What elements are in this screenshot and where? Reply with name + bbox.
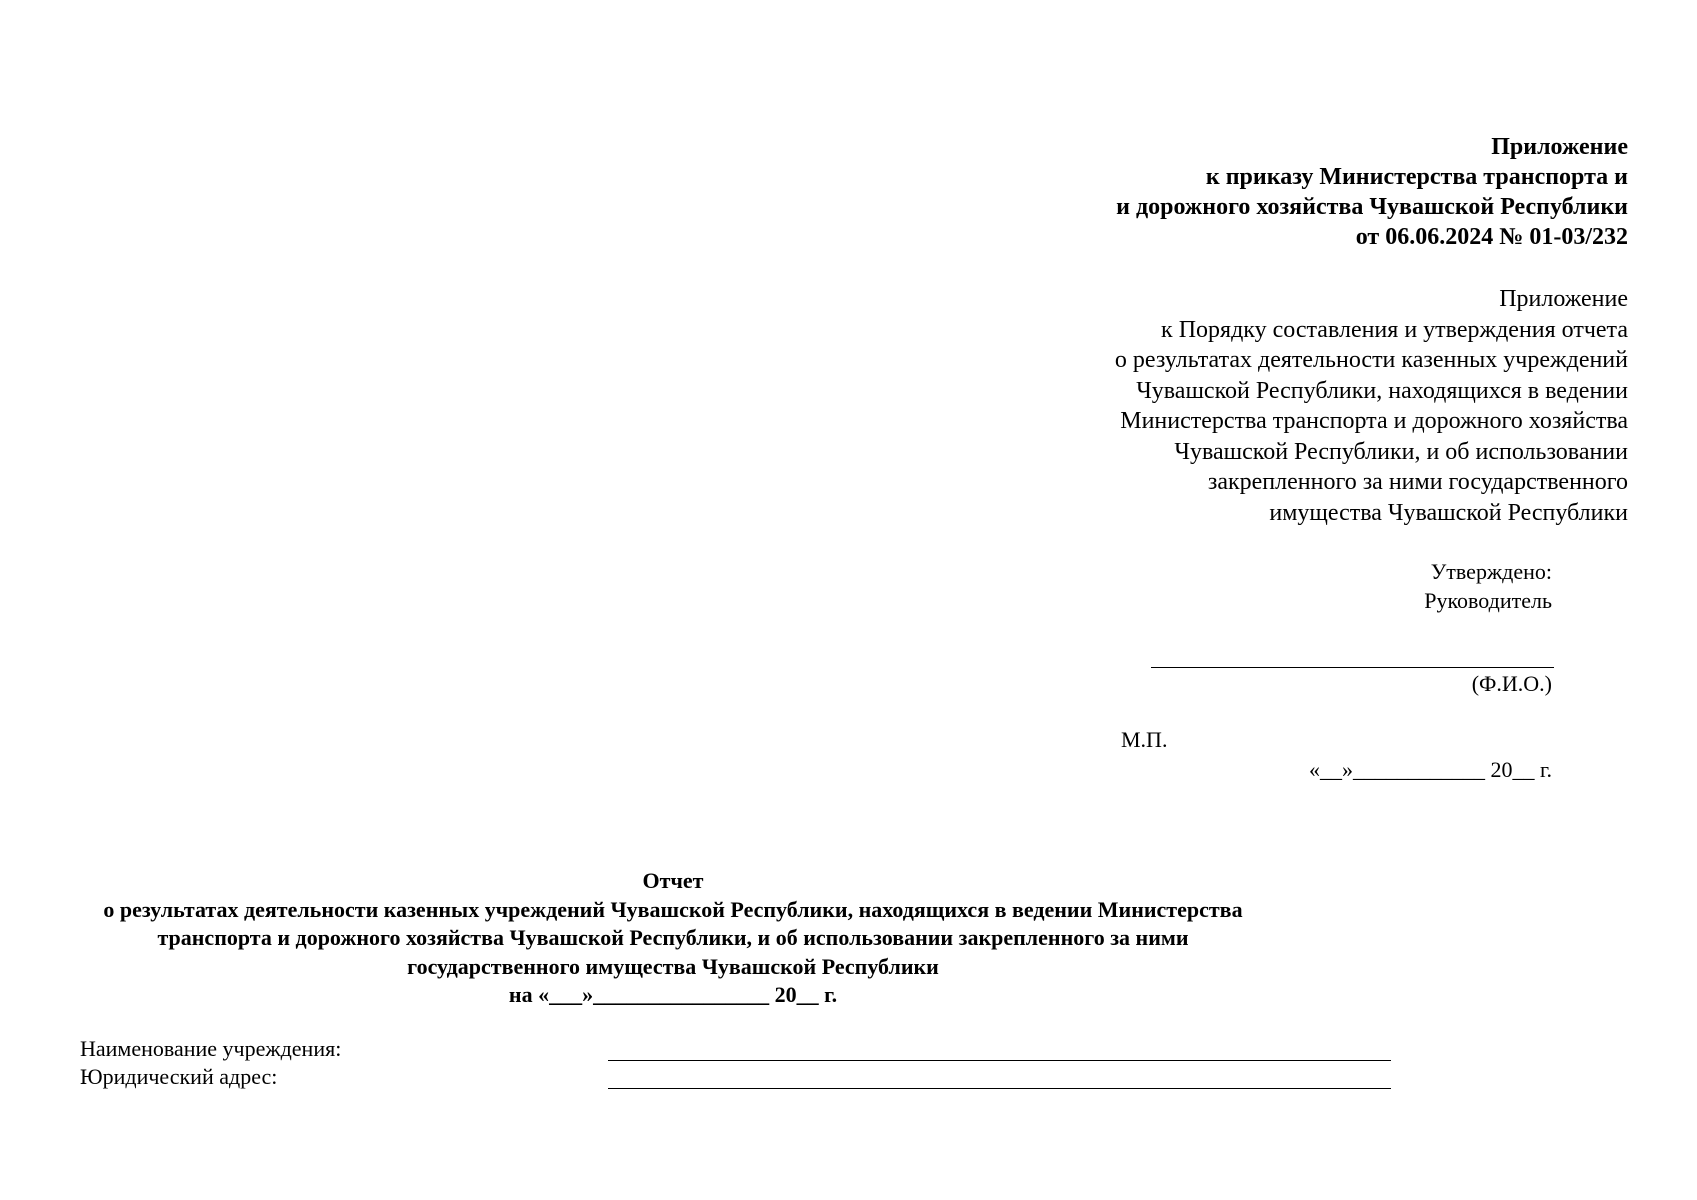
- approved-label: Утверждено:: [1430, 559, 1552, 584]
- appendix-line: имущества Чувашской Республики: [1269, 499, 1628, 526]
- procedure-appendix-header: [1115, 284, 1628, 528]
- report-date-line: на «___»________________ 20__ г.: [508, 982, 838, 1007]
- institution-name-line: [608, 1060, 1391, 1061]
- institution-name-label: Наименование учреждения:: [80, 1036, 342, 1061]
- report-title-line: Отчет: [642, 868, 704, 893]
- header-line: от 06.06.2024 № 01-03/232: [1355, 224, 1628, 250]
- report-title-line: транспорта и дорожного хозяйства Чувашской Республики, и об использовании закрепленного за ними: [157, 925, 1189, 950]
- signature-line: [1151, 667, 1554, 668]
- legal-address-label: Юридический адрес:: [80, 1064, 278, 1089]
- report-title: [0, 867, 1346, 1010]
- appendix-line: к Порядку составления и утверждения отчета: [1161, 316, 1628, 343]
- header-line: и дорожного хозяйства Чувашской Республики: [1116, 194, 1628, 220]
- approval-block: [1424, 557, 1552, 615]
- report-title-line: государственного имущества Чувашской Республики: [407, 953, 939, 979]
- header-line: к приказу Министерства транспорта и: [1205, 164, 1628, 190]
- header-line: Приложение: [1491, 134, 1628, 160]
- stamp-label: М.П.: [1121, 727, 1168, 752]
- appendix-line: Чувашской Республики, находящихся в ведении: [1136, 377, 1628, 404]
- legal-address-line: [608, 1088, 1391, 1089]
- appendix-line: Чувашской Республики, и об использовании: [1174, 438, 1628, 465]
- appendix-line: закрепленного за ними государственного: [1207, 469, 1628, 495]
- appendix-line: Министерства транспорта и дорожного хозяйства: [1120, 408, 1628, 434]
- appendix-line: о результатах деятельности казенных учреждений: [1114, 347, 1628, 373]
- appendix-line: Приложение: [1499, 286, 1628, 312]
- order-appendix-header: [1116, 132, 1628, 252]
- head-label: Руководитель: [1424, 588, 1552, 613]
- report-title-line: о результатах деятельности казенных учреждений Чувашской Республики, находящихся в ведении Министерства: [103, 896, 1243, 922]
- fio-label: (Ф.И.О.): [1471, 671, 1552, 696]
- approval-date-line: «__»____________ 20__ г.: [1308, 757, 1552, 782]
